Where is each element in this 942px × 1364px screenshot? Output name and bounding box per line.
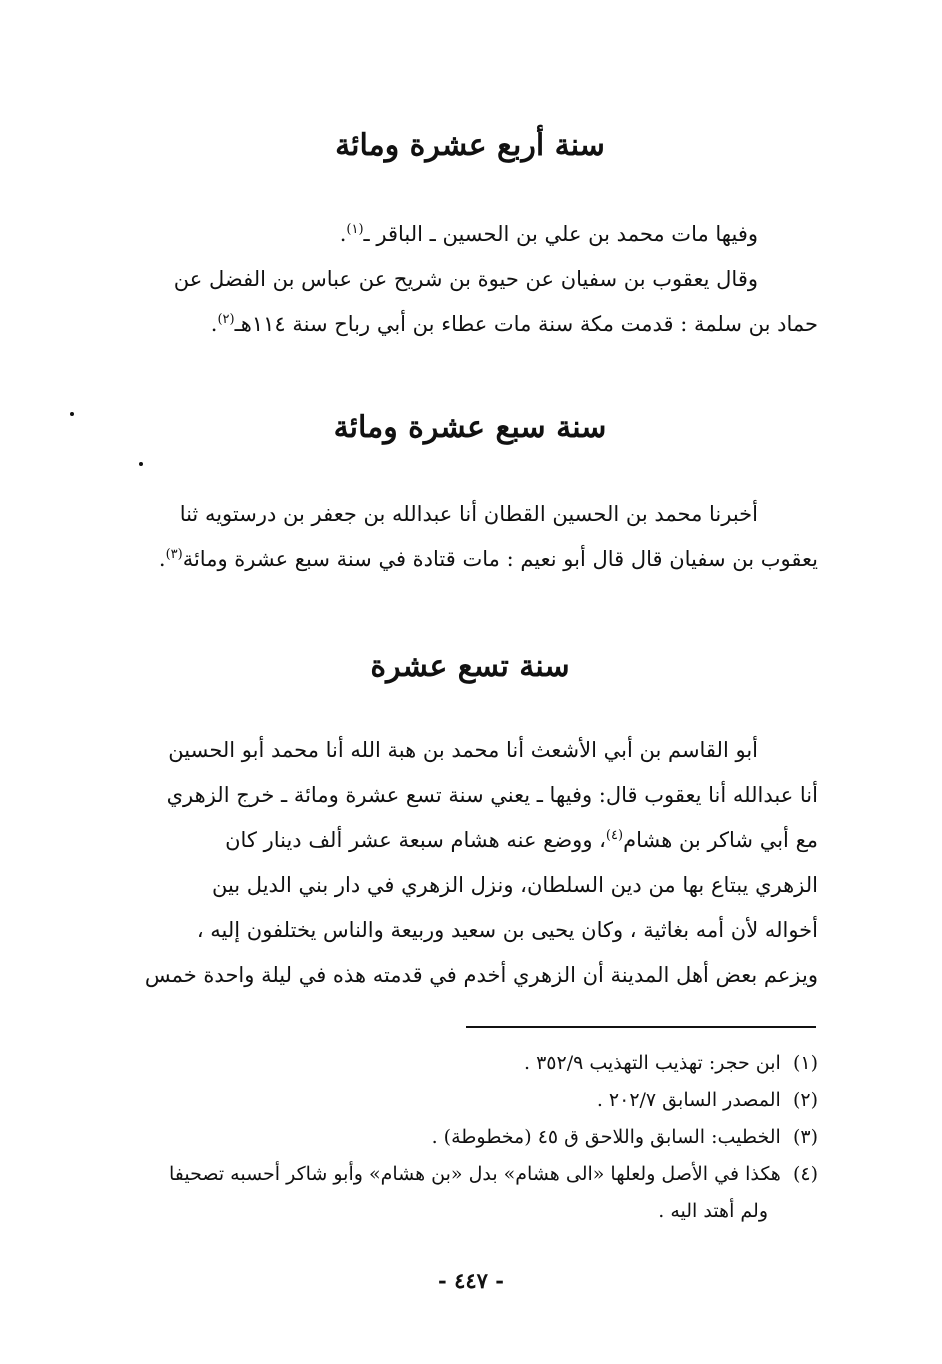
section-heading-117: سنة سبع عشرة ومائة [333, 410, 607, 445]
text-line: وفيها مات محمد بن علي بن الحسين ـ الباقر ـ$^{(١)}$. [339, 222, 758, 246]
footnote: (٤) هكذا في الأصل ولعلها «الى هشام» بدل «بن هشام» وأبو شاكر أحسبه تصحيفا [168, 1163, 818, 1185]
footnotes [118, 1045, 818, 1230]
text-line: وقال يعقوب بن سفيان عن حيوة بن شريح عن عباس بن الفضل عن [173, 267, 758, 291]
text-line: الزهري يبتاع بها من دين السلطان، ونزل الزهري في دار بني الديل بين [211, 873, 818, 897]
section-heading-114: سنة أربع عشرة ومائة [335, 128, 605, 163]
footnote-continuation: ولم أهتد اليه . [658, 1200, 768, 1222]
footnote-marker: (٣) [165, 547, 183, 562]
scan-speck [139, 462, 143, 466]
scan-speck [70, 412, 74, 416]
footnote-marker: (١) [346, 222, 364, 237]
section-body-117 [118, 492, 818, 582]
text-line: أخبرنا محمد بن الحسين القطان أنا عبدالله بن جعفر بن درستويه ثنا [179, 502, 758, 526]
footnote: (١) ابن حجر: تهذيب التهذيب ٣٥٢/٩ . [523, 1052, 818, 1074]
page-number: - ٤٤٧ - [438, 1268, 504, 1293]
section-body-114 [118, 212, 818, 347]
text-line: ويزعم بعض أهل المدينة أن الزهري أخدم في قدمته هذه في ليلة واحدة خمس [144, 963, 818, 987]
text-line: يعقوب بن سفيان قال قال أبو نعيم : مات قتادة في سنة سبع عشرة ومائة$^{(٣)}$. [158, 547, 818, 571]
text-line: أخواله لأن أمه بغاثية ، وكان يحيى بن سعيد وربيعة والناس يختلفون إليه ، [196, 918, 818, 942]
footnote-marker: (٤) [605, 828, 624, 843]
text-line: أنا عبدالله أنا يعقوب قال: وفيها ـ يعني سنة تسع عشرة ومائة ـ خرج الزهري [166, 783, 818, 807]
section-heading-119: سنة تسع عشرة [370, 649, 570, 684]
footnote: (٣) الخطيب: السابق واللاحق ق ٤٥ (مخطوطة) . [431, 1126, 818, 1148]
footnote-divider [466, 1026, 816, 1028]
section-body-119 [118, 728, 818, 998]
footnote: (٢) المصدر السابق ٢٠٢/٧ . [596, 1089, 818, 1111]
text-line: حماد بن سلمة : قدمت مكة سنة مات عطاء بن أبي رباح سنة ١١٤هـ$^{(٢)}$. [210, 312, 818, 336]
footnote-marker: (٢) [217, 312, 235, 327]
text-line: أبو القاسم بن أبي الأشعث أنا محمد بن هبة الله أنا محمد أبو الحسين [168, 738, 758, 762]
text-line: مع أبي شاكر بن هشام$^{(٤)}$، ووضع عنه هشام سبعة عشر ألف دينار كان [225, 828, 818, 852]
